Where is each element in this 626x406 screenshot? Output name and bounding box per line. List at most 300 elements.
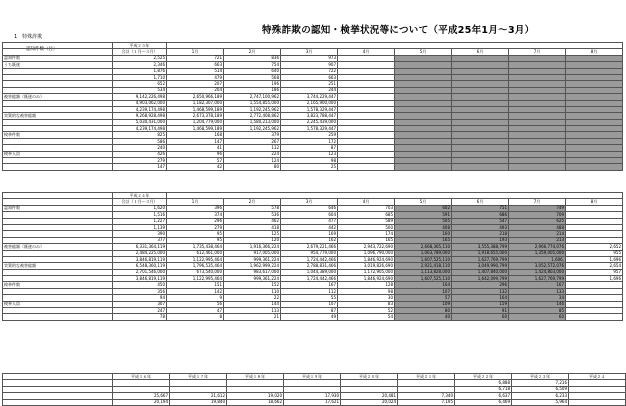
- table-cell: 709: [509, 212, 566, 218]
- table-cell: 40: [395, 314, 452, 320]
- row-label: 実質的な被害総額: [3, 263, 113, 269]
- column-header-year: 平成２２年: [455, 374, 512, 380]
- table-cell: 151: [167, 282, 224, 288]
- table-cell: 49: [281, 314, 338, 320]
- table-cell: 6,509: [512, 386, 569, 392]
- table-cell: 646: [281, 205, 338, 211]
- column-header-month: 1月: [167, 49, 224, 55]
- table-cell: 1,044,389,000: [281, 269, 338, 275]
- table-cell: 83: [338, 301, 395, 307]
- table-cell: 2,966,774,076: [509, 244, 566, 250]
- row-label: 検挙件数: [3, 282, 113, 288]
- table-cell: 1,359,005,000: [509, 250, 566, 256]
- column-header-month: 2月: [224, 199, 281, 205]
- table-cell: 534: [113, 87, 167, 93]
- table-cell: 377: [113, 237, 167, 243]
- table-cell: 5,964: [512, 399, 569, 405]
- table-cell: 167: [509, 282, 566, 288]
- table-cell: 722: [281, 68, 338, 74]
- table-cell: 1,468,599,189: [167, 106, 224, 112]
- table-cell: 2,165,900,000: [281, 100, 338, 106]
- table-cell: 17,930: [284, 393, 341, 399]
- column-header-month: 3月: [281, 49, 338, 55]
- table-cell: 165: [338, 237, 395, 243]
- column-header-month: 8月: [566, 49, 623, 55]
- table-cell: 160: [395, 231, 452, 237]
- table-cell: 4,239,174,498: [113, 106, 167, 112]
- table-cell: 2,484,225,000: [113, 250, 167, 256]
- table-cell: 60: [452, 314, 509, 320]
- table-cell: 1,627,769,799: [509, 276, 566, 282]
- table-cell: 22: [224, 295, 281, 301]
- table-cell: 5,030,431,000: [113, 119, 167, 125]
- table-cell: 107: [281, 301, 338, 307]
- table-cell: 30: [338, 295, 395, 301]
- table-cell: 42: [167, 164, 224, 170]
- table-cell: [569, 399, 626, 405]
- column-header-month: 7月: [509, 199, 566, 205]
- table-cell: 1,192,245,962: [224, 106, 281, 112]
- table-cell: 1,578,329,447: [281, 106, 338, 112]
- table-cell: 147: [113, 164, 167, 170]
- table-cell: 589: [338, 218, 395, 224]
- table-cell: 6,637: [455, 393, 512, 399]
- column-header-month: 8月: [566, 199, 623, 205]
- table-cell: 8: [167, 314, 224, 320]
- table-cell: 152: [224, 282, 281, 288]
- table-cell: 442: [281, 224, 338, 230]
- table-cell: 1,182,307,000: [167, 100, 224, 106]
- table-cell: 356: [113, 288, 167, 294]
- table-cell: 1,642,099,799: [452, 276, 509, 282]
- table-cell: 505: [395, 218, 452, 224]
- table-cell: [338, 164, 395, 170]
- table-cell: 2,525: [113, 55, 167, 61]
- table-cell: 500: [338, 224, 395, 230]
- table-cell: 1,113,828,000: [395, 269, 452, 275]
- table-cell: 296: [452, 282, 509, 288]
- table-cell: 1,063,789,000: [395, 250, 452, 256]
- table-cell: 17,621: [284, 399, 341, 405]
- column-header-year: 平成２４: [569, 374, 626, 380]
- table-cell: 7,195: [398, 399, 455, 405]
- table-cell: 98: [281, 158, 338, 164]
- table-cell: 751: [452, 205, 509, 211]
- table-cell: 426: [113, 151, 167, 157]
- table-cell: 55: [281, 295, 338, 301]
- table-cell: [566, 314, 623, 320]
- table-cell: 999,361,224: [224, 276, 281, 282]
- table-cell: 2,772,408,862: [224, 113, 281, 119]
- table-cell: 110: [224, 288, 281, 294]
- table-cell: 2,673,378,189: [167, 113, 224, 119]
- table-cell: 640: [224, 68, 281, 74]
- table-cell: 568: [224, 74, 281, 80]
- table-cell: 109: [395, 301, 452, 307]
- table-cell: 60: [509, 314, 566, 320]
- table-cell: 2,346: [113, 62, 167, 68]
- table-cell: 214: [509, 231, 566, 237]
- table-cell: 2,921,418,110: [395, 263, 452, 269]
- table-cell: 186: [224, 87, 281, 93]
- table-cell: 685: [338, 212, 395, 218]
- table-cell: 973: [281, 55, 338, 61]
- table-cell: 578: [224, 205, 281, 211]
- table-cell: 213: [509, 237, 566, 243]
- table-body: [3, 380, 626, 406]
- table-cell: 279: [113, 158, 167, 164]
- table-cell: 1,204,779,000: [167, 119, 224, 125]
- table-cell: 113: [224, 308, 281, 314]
- column-header-month: 6月: [452, 199, 509, 205]
- table-cell: 247: [113, 308, 167, 314]
- table-cell: 21,612: [170, 393, 227, 399]
- table-cell: 296: [167, 218, 224, 224]
- table-cell: 20,024: [341, 399, 398, 405]
- table-cell: 91: [452, 308, 509, 314]
- table-cell: 307: [113, 301, 167, 307]
- table-cell: 907: [281, 62, 338, 68]
- table-cell: 6,888: [455, 380, 512, 386]
- table-cell: 686: [452, 212, 509, 218]
- table-annual: [2, 373, 626, 406]
- table-heisei24: [2, 192, 623, 321]
- row-label: 検挙人員: [3, 301, 113, 307]
- table-cell: 1,227: [113, 218, 167, 224]
- table-cell: 128: [338, 282, 395, 288]
- table-cell: 547: [452, 218, 509, 224]
- table-cell: 1,696: [566, 256, 623, 262]
- table-cell: 957: [566, 269, 623, 275]
- table-cell: 1,696: [566, 276, 623, 282]
- table-cell: 1,620: [113, 205, 167, 211]
- table-cell: 25,667: [113, 393, 170, 399]
- table-row: [3, 399, 626, 405]
- table-cell: 9: [167, 295, 224, 301]
- table-cell: 390: [113, 231, 167, 237]
- table-cell: 586: [113, 138, 167, 144]
- table-cell: 174: [338, 231, 395, 237]
- column-header-year: 平成２３年: [512, 374, 569, 380]
- column-header-month: 4月: [338, 199, 395, 205]
- subsection-heading: 認知件数（注）: [26, 47, 58, 52]
- column-header-total: 合計（１月～３月）: [113, 199, 167, 205]
- table-cell: 612,461,000: [167, 250, 224, 256]
- table-cell: 193: [452, 237, 509, 243]
- table-cell: 1,846,924,690: [338, 276, 395, 282]
- column-header-month: 6月: [452, 49, 509, 55]
- table-cell: 123: [281, 151, 338, 157]
- table-cell: 96: [167, 151, 224, 157]
- column-header-total: 合計（１月～３月）: [113, 49, 167, 55]
- table-cell: 1,516: [113, 212, 167, 218]
- table-cell: 3,744,229,447: [281, 94, 338, 100]
- table-cell: 1,724,442,466: [281, 256, 338, 262]
- table-cell: 450: [113, 282, 167, 288]
- table-cell: 78: [113, 314, 167, 320]
- table-cell: 54: [338, 314, 395, 320]
- table-cell: 1,918,655,000: [452, 250, 509, 256]
- table-cell: 133: [509, 288, 566, 294]
- column-header-month: 1月: [167, 199, 224, 205]
- column-header-month: 5月: [395, 49, 452, 55]
- table-cell: 6,718: [455, 386, 512, 392]
- table-cell: 954,779,000: [281, 250, 338, 256]
- table-cell: 87: [281, 308, 338, 314]
- row-label: うち既遂: [3, 62, 113, 68]
- table-cell: 1,580,213,000: [224, 119, 281, 125]
- table-cell: 1,876: [113, 68, 167, 74]
- table-cell: 663: [167, 62, 224, 68]
- table-cell: 1,796,535,464: [167, 263, 224, 269]
- table-cell: 673,540,000: [167, 269, 224, 275]
- table-cell: 21: [224, 314, 281, 320]
- column-header-year: 平成１６年: [113, 374, 170, 380]
- table-cell: 1,122,995,464: [167, 256, 224, 262]
- table-cell: 3,846,819,119: [113, 276, 167, 282]
- table-cell: 147: [167, 138, 224, 144]
- table-cell: 95: [167, 231, 224, 237]
- row-label: [3, 399, 113, 405]
- table-cell: 1,122,995,464: [167, 276, 224, 282]
- table-cell: 3,555,388,799: [452, 244, 509, 250]
- table-cell: 7,216: [512, 380, 569, 386]
- table-cell: [395, 164, 452, 170]
- row-label: 認知件数: [3, 55, 113, 61]
- table-cell: 85: [509, 308, 566, 314]
- table-cell: 825: [113, 132, 167, 138]
- row-label: 被害総額（既遂のみ）: [3, 244, 113, 250]
- table-year-header: 平成２４年: [113, 193, 167, 199]
- page-title: 特殊詐欺の認知・検挙状況等について（平成25年1月～3月）: [262, 25, 535, 36]
- table-cell: 164: [452, 295, 509, 301]
- table-cell: 983,617,000: [224, 269, 281, 275]
- table-cell: 2,701,546,000: [113, 269, 167, 275]
- row-label: 実質的な被害総額: [3, 113, 113, 119]
- table-cell: 1,139: [113, 224, 167, 230]
- table-cell: 2,943,722,690: [338, 244, 395, 250]
- row-label: 検挙人員: [3, 151, 113, 157]
- table-cell: 408: [395, 224, 452, 230]
- table-cell: 6,331,364,119: [113, 244, 167, 250]
- table-cell: 18,662: [227, 399, 284, 405]
- table-cell: 112: [224, 145, 281, 151]
- table-cell: 1,424,803,000: [509, 269, 566, 275]
- table-cell: 41: [167, 145, 224, 151]
- table-cell: 999,361,224: [224, 256, 281, 262]
- table-cell: 374: [167, 212, 224, 218]
- table-cell: 749: [509, 205, 566, 211]
- table-cell: 663: [281, 74, 338, 80]
- table-cell: 196: [224, 81, 281, 87]
- table-cell: 120: [224, 237, 281, 243]
- table-cell: 488: [509, 224, 566, 230]
- table-cell: 2,245,439,000: [281, 119, 338, 125]
- table-cell: 1,735,438,464: [167, 244, 224, 250]
- table-cell: 2,679,221,466: [281, 244, 338, 250]
- table-cell: 6,548,360,119: [113, 263, 167, 269]
- column-header-month: 3月: [281, 199, 338, 205]
- row-label: 認知件数: [3, 205, 113, 211]
- table-cell: 1,192,245,962: [224, 126, 281, 132]
- table-cell: 4,239,174,498: [113, 126, 167, 132]
- table-row: [3, 314, 623, 320]
- table-cell: 167: [281, 282, 338, 288]
- table-cell: 224: [224, 151, 281, 157]
- column-header-year: 平成１８年: [227, 374, 284, 380]
- column-header-year: 平成２０年: [341, 374, 398, 380]
- column-header-year: 平成１７年: [170, 374, 227, 380]
- table-cell: [566, 164, 623, 170]
- table-cell: 112: [281, 288, 338, 294]
- table-cell: 267: [224, 138, 281, 144]
- table-cell: 477: [281, 218, 338, 224]
- table-cell: 1,607,525,110: [395, 256, 452, 262]
- table-cell: 98: [338, 288, 395, 294]
- table-cell: 2,747,100,962: [224, 94, 281, 100]
- table-year-header: 平成２５年: [113, 43, 167, 49]
- table-cell: 3,846,819,119: [113, 256, 167, 262]
- table-cell: [452, 164, 509, 170]
- table-cell: 1,607,525,110: [395, 276, 452, 282]
- table-cell: 87: [281, 145, 338, 151]
- table-cell: 379: [224, 132, 281, 138]
- table-cell: 418: [224, 224, 281, 230]
- table-cell: 207: [167, 81, 224, 87]
- table-cell: 514: [167, 68, 224, 74]
- table-cell: 602: [395, 205, 452, 211]
- table-cell: 493: [452, 224, 509, 230]
- table-cell: 2,650,966,189: [167, 94, 224, 100]
- table-cell: 3,019,826,690: [338, 263, 395, 269]
- section-heading: 1 特殊詐欺: [14, 34, 43, 40]
- table-cell: 1,606,: [509, 256, 566, 262]
- table-cell: 836: [224, 55, 281, 61]
- table-cell: 144: [224, 301, 281, 307]
- table-cell: 1,578,329,447: [281, 126, 338, 132]
- table-cell: 3,049,990,799: [452, 263, 509, 269]
- table-cell: 204: [167, 87, 224, 93]
- table-cell: 19,840: [170, 399, 227, 405]
- column-header-month: 4月: [338, 49, 395, 55]
- table-row: [3, 164, 623, 170]
- table-cell: 2,668,365,110: [395, 244, 452, 250]
- table-cell: 2,654: [566, 263, 623, 269]
- table-cell: 57: [167, 158, 224, 164]
- table-cell: 591: [395, 212, 452, 218]
- table-cell: 917,005,000: [224, 250, 281, 256]
- table-cell: 172: [281, 138, 338, 144]
- table-cell: 142: [167, 288, 224, 294]
- table-cell: 132: [452, 288, 509, 294]
- table-cell: 124: [224, 158, 281, 164]
- table-cell: 259: [281, 132, 338, 138]
- table-cell: 125: [224, 231, 281, 237]
- table-cell: 4,903,062,000: [113, 100, 167, 106]
- table-cell: 652: [113, 81, 167, 87]
- table-cell: 1,554,855,000: [224, 100, 281, 106]
- table-cell: 2,788,831,466: [281, 263, 338, 269]
- table-cell: 625: [509, 218, 566, 224]
- table-cell: 159: [452, 301, 509, 307]
- table-cell: 251: [281, 81, 338, 87]
- table-cell: 169: [281, 231, 338, 237]
- table-cell: 146: [509, 301, 566, 307]
- column-header-month: 2月: [224, 49, 281, 55]
- table-cell: 462: [224, 218, 281, 224]
- table-cell: 164: [395, 282, 452, 288]
- table-cell: 721: [167, 55, 224, 61]
- table-cell: 95: [167, 237, 224, 243]
- table-heisei25: [2, 42, 623, 171]
- table-cell: 3,052,572,076: [509, 263, 566, 269]
- row-label: [3, 314, 113, 320]
- table-cell: 107: [395, 288, 452, 294]
- table-cell: 1,710: [113, 74, 167, 80]
- table-cell: 1,916,366,224: [224, 244, 281, 250]
- table-cell: 80: [395, 308, 452, 314]
- table-cell: 754: [224, 62, 281, 68]
- table-cell: 9,268,928,498: [113, 113, 167, 119]
- table-cell: 34: [509, 295, 566, 301]
- column-header-month: 7月: [509, 49, 566, 55]
- row-label: [3, 164, 113, 170]
- table-cell: 52: [338, 308, 395, 314]
- table-cell: 2,652: [566, 244, 623, 250]
- table-cell: 1,724,442,466: [281, 276, 338, 282]
- row-label: 検挙件数: [3, 132, 113, 138]
- row-label: 被害総額（既遂のみ）: [3, 94, 113, 100]
- table-cell: 94: [113, 295, 167, 301]
- table-cell: 1,468,599,189: [167, 126, 224, 132]
- table-cell: 20,194: [113, 399, 170, 405]
- table-cell: 703: [338, 205, 395, 211]
- table-cell: 244: [281, 87, 338, 93]
- table-cell: 1,627,769,799: [452, 256, 509, 262]
- column-header-year: 平成１９年: [284, 374, 341, 380]
- table-cell: 1,846,924,690: [338, 256, 395, 262]
- table-cell: 1,172,905,000: [338, 269, 395, 275]
- table-cell: 20,481: [341, 393, 398, 399]
- table-cell: [509, 164, 566, 170]
- table-cell: 168: [167, 132, 224, 138]
- column-header-year: 平成２１年: [398, 374, 455, 380]
- table-cell: 604: [281, 212, 338, 218]
- table-cell: 479: [167, 74, 224, 80]
- table-cell: 240: [113, 145, 167, 151]
- table-cell: 9,142,226,498: [113, 94, 167, 100]
- table-cell: 162: [281, 237, 338, 243]
- table-cell: 7,340: [398, 393, 455, 399]
- table-cell: 955: [566, 250, 623, 256]
- table-body: [3, 205, 623, 320]
- table-cell: 6,469: [455, 399, 512, 405]
- table-cell: 536: [224, 212, 281, 218]
- table-cell: 3,823,788,447: [281, 113, 338, 119]
- table-body: [3, 55, 623, 170]
- table-cell: 165: [395, 237, 452, 243]
- table-cell: 56: [167, 301, 224, 307]
- table-cell: 80: [224, 164, 281, 170]
- table-cell: 218: [452, 231, 509, 237]
- table-cell: 47: [167, 308, 224, 314]
- column-header-month: 5月: [395, 199, 452, 205]
- table-cell: 6,233: [512, 393, 569, 399]
- table-cell: 1,962,999,224: [224, 263, 281, 269]
- table-cell: 279: [167, 224, 224, 230]
- table-cell: 1,407,840,000: [452, 269, 509, 275]
- table-cell: 1,096,790,000: [338, 250, 395, 256]
